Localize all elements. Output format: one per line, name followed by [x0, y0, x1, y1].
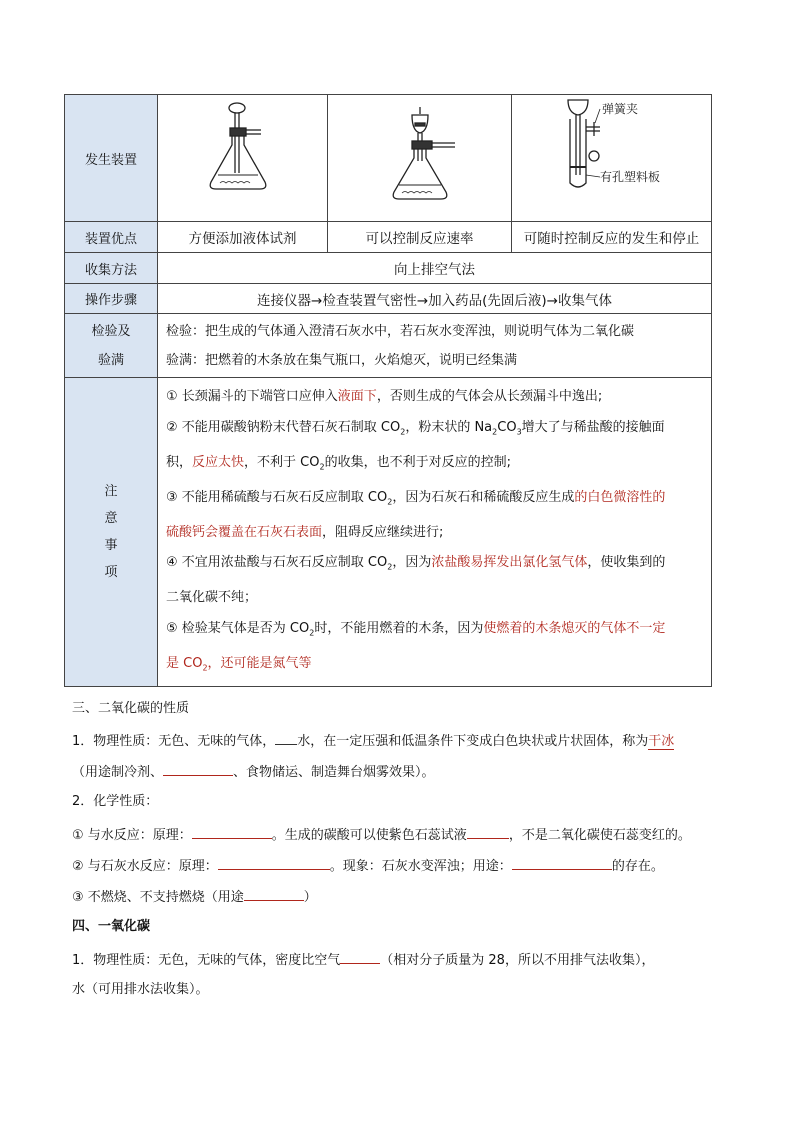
check-line-1: 检验：把生成的气体通入澄清石灰水中，若石灰水变浑浊，则说明气体为二氧化碳 [166, 323, 635, 339]
s4-water-solubility: 水（可用排水法收集）。 [72, 982, 209, 997]
advantage-2: 可以控制反应速率 [328, 222, 512, 253]
row-device [65, 95, 712, 222]
label-device: 发生装置 [65, 95, 158, 222]
row-advantage [65, 222, 712, 253]
label-check: 检验及 验满 [65, 314, 158, 378]
s3-chemical-title: 2．化学性质： [72, 794, 159, 809]
s3-non-combustion: ③ 不燃烧、不支持燃烧（用途 ） [72, 887, 732, 907]
device-2-cell [328, 95, 512, 222]
s3-uses: （用途制冷剂、 、食物储运、制造舞台烟雾效果）。 [72, 762, 732, 782]
note-2: ② 不能用碳酸钠粉末代替石灰石制取 $CO_2$，粉末状的 $Na_2CO_3$增大了与稀盐酸的接触面 [166, 419, 665, 437]
operation-steps: 连接仪器→检查装置气密性→加入药品(先固后液)→收集气体 [158, 284, 712, 314]
collect-method: 向上排空气法 [158, 253, 712, 284]
label-steps: 操作步骤 [65, 284, 158, 314]
row-check [65, 314, 712, 378]
s4-physical-properties: 1．物理性质：无色，无味的气体，密度比空气 （相对分子质量为 28，所以不用排气法收集）， [72, 950, 732, 970]
s3-physical-properties: 1．物理性质：无色、无味的气体， 水，在一定压强和低温条件下变成白色块状或片状固体，称为干冰 [72, 731, 732, 751]
long-neck-funnel-flask-icon [158, 95, 328, 221]
device-1-cell [158, 95, 328, 222]
kipp-like-tube-device-icon [512, 95, 712, 221]
separatory-funnel-flask-icon [328, 95, 512, 221]
note-5: ⑤ 检验某气体是否为 $CO_2$时，不能用燃着的木条，因为使燃着的木条熄灭的气体不一定 [166, 620, 666, 638]
advantage-3: 可随时控制反应的发生和停止 [512, 222, 712, 253]
note-3: ③ 不能用稀硫酸与石灰石反应制取 $CO_2$，因为石灰石和稀硫酸反应生成的白色微溶性的 [166, 489, 666, 507]
label-collect: 收集方法 [65, 253, 158, 284]
co2-preparation-table [64, 94, 712, 687]
s3-water-reaction: ① 与水反应：原理： 。生成的碳酸可以使紫色石蕊试液 ，不是二氧化碳使石蕊变红的。 [72, 825, 732, 845]
row-notes [65, 378, 712, 687]
row-collect [65, 253, 712, 284]
row-steps [65, 284, 712, 314]
section-4-title: 四、一氧化碳 [72, 919, 151, 934]
s3-limewater-reaction: ② 与石灰水反应：原理： 。现象：石灰水变浑浊；用途： 的存在。 [72, 856, 732, 876]
perforated-plate-label: 有孔塑料板 [600, 170, 661, 184]
section-3-title: 三、二氧化碳的性质 [72, 701, 190, 716]
spring-clip-label: 弹簧夹 [602, 102, 639, 116]
note-1: ① 长颈漏斗的下端管口应伸入液面下，否则生成的气体会从长颈漏斗中逸出; [166, 389, 603, 404]
device-3-cell [512, 95, 712, 222]
advantage-1: 方便添加液体试剂 [158, 222, 328, 253]
label-notes: 注 意 事 项 [65, 378, 158, 687]
check-line-2: 验满：把燃着的木条放在集气瓶口，火焰熄灭，说明已经集满 [166, 352, 518, 368]
notes-content: ① 长颈漏斗的下端管口应伸入液面下，否则生成的气体会从长颈漏斗中逸出; ② 不能用碳酸钠粉末代替石灰石制取 $CO_2$，粉末状的 $Na_2CO_3$增大了与稀盐酸的接触面 积，反应太快，不利于 $CO_2$的收集，也不利于对反应的控制; ③ 不能用稀硫酸与石灰石反应制取 $CO_2$，因为石灰石和稀硫酸反应生成的白色微溶性的 硫酸钙会覆盖在石灰石表面，阻碍反应继续进行; ④ 不宜用浓盐酸与石灰石反应制取 $CO_2$，因为浓盐酸易挥发出氯化氢气体，使收集到的 二氧化碳不纯； ⑤ 检验某气体是否为 $CO_2$时，不能用燃着的木条，因为使燃着的木条熄灭的气体不一定 是 $CO_2$，还可能是氮气等 [158, 378, 712, 687]
label-advantage: 装置优点 [65, 222, 158, 253]
note-4: ④ 不宜用浓盐酸与石灰石反应制取 $CO_2$，因为浓盐酸易挥发出氯化氢气体，使收集到的 [166, 555, 666, 572]
check-content [158, 314, 712, 378]
